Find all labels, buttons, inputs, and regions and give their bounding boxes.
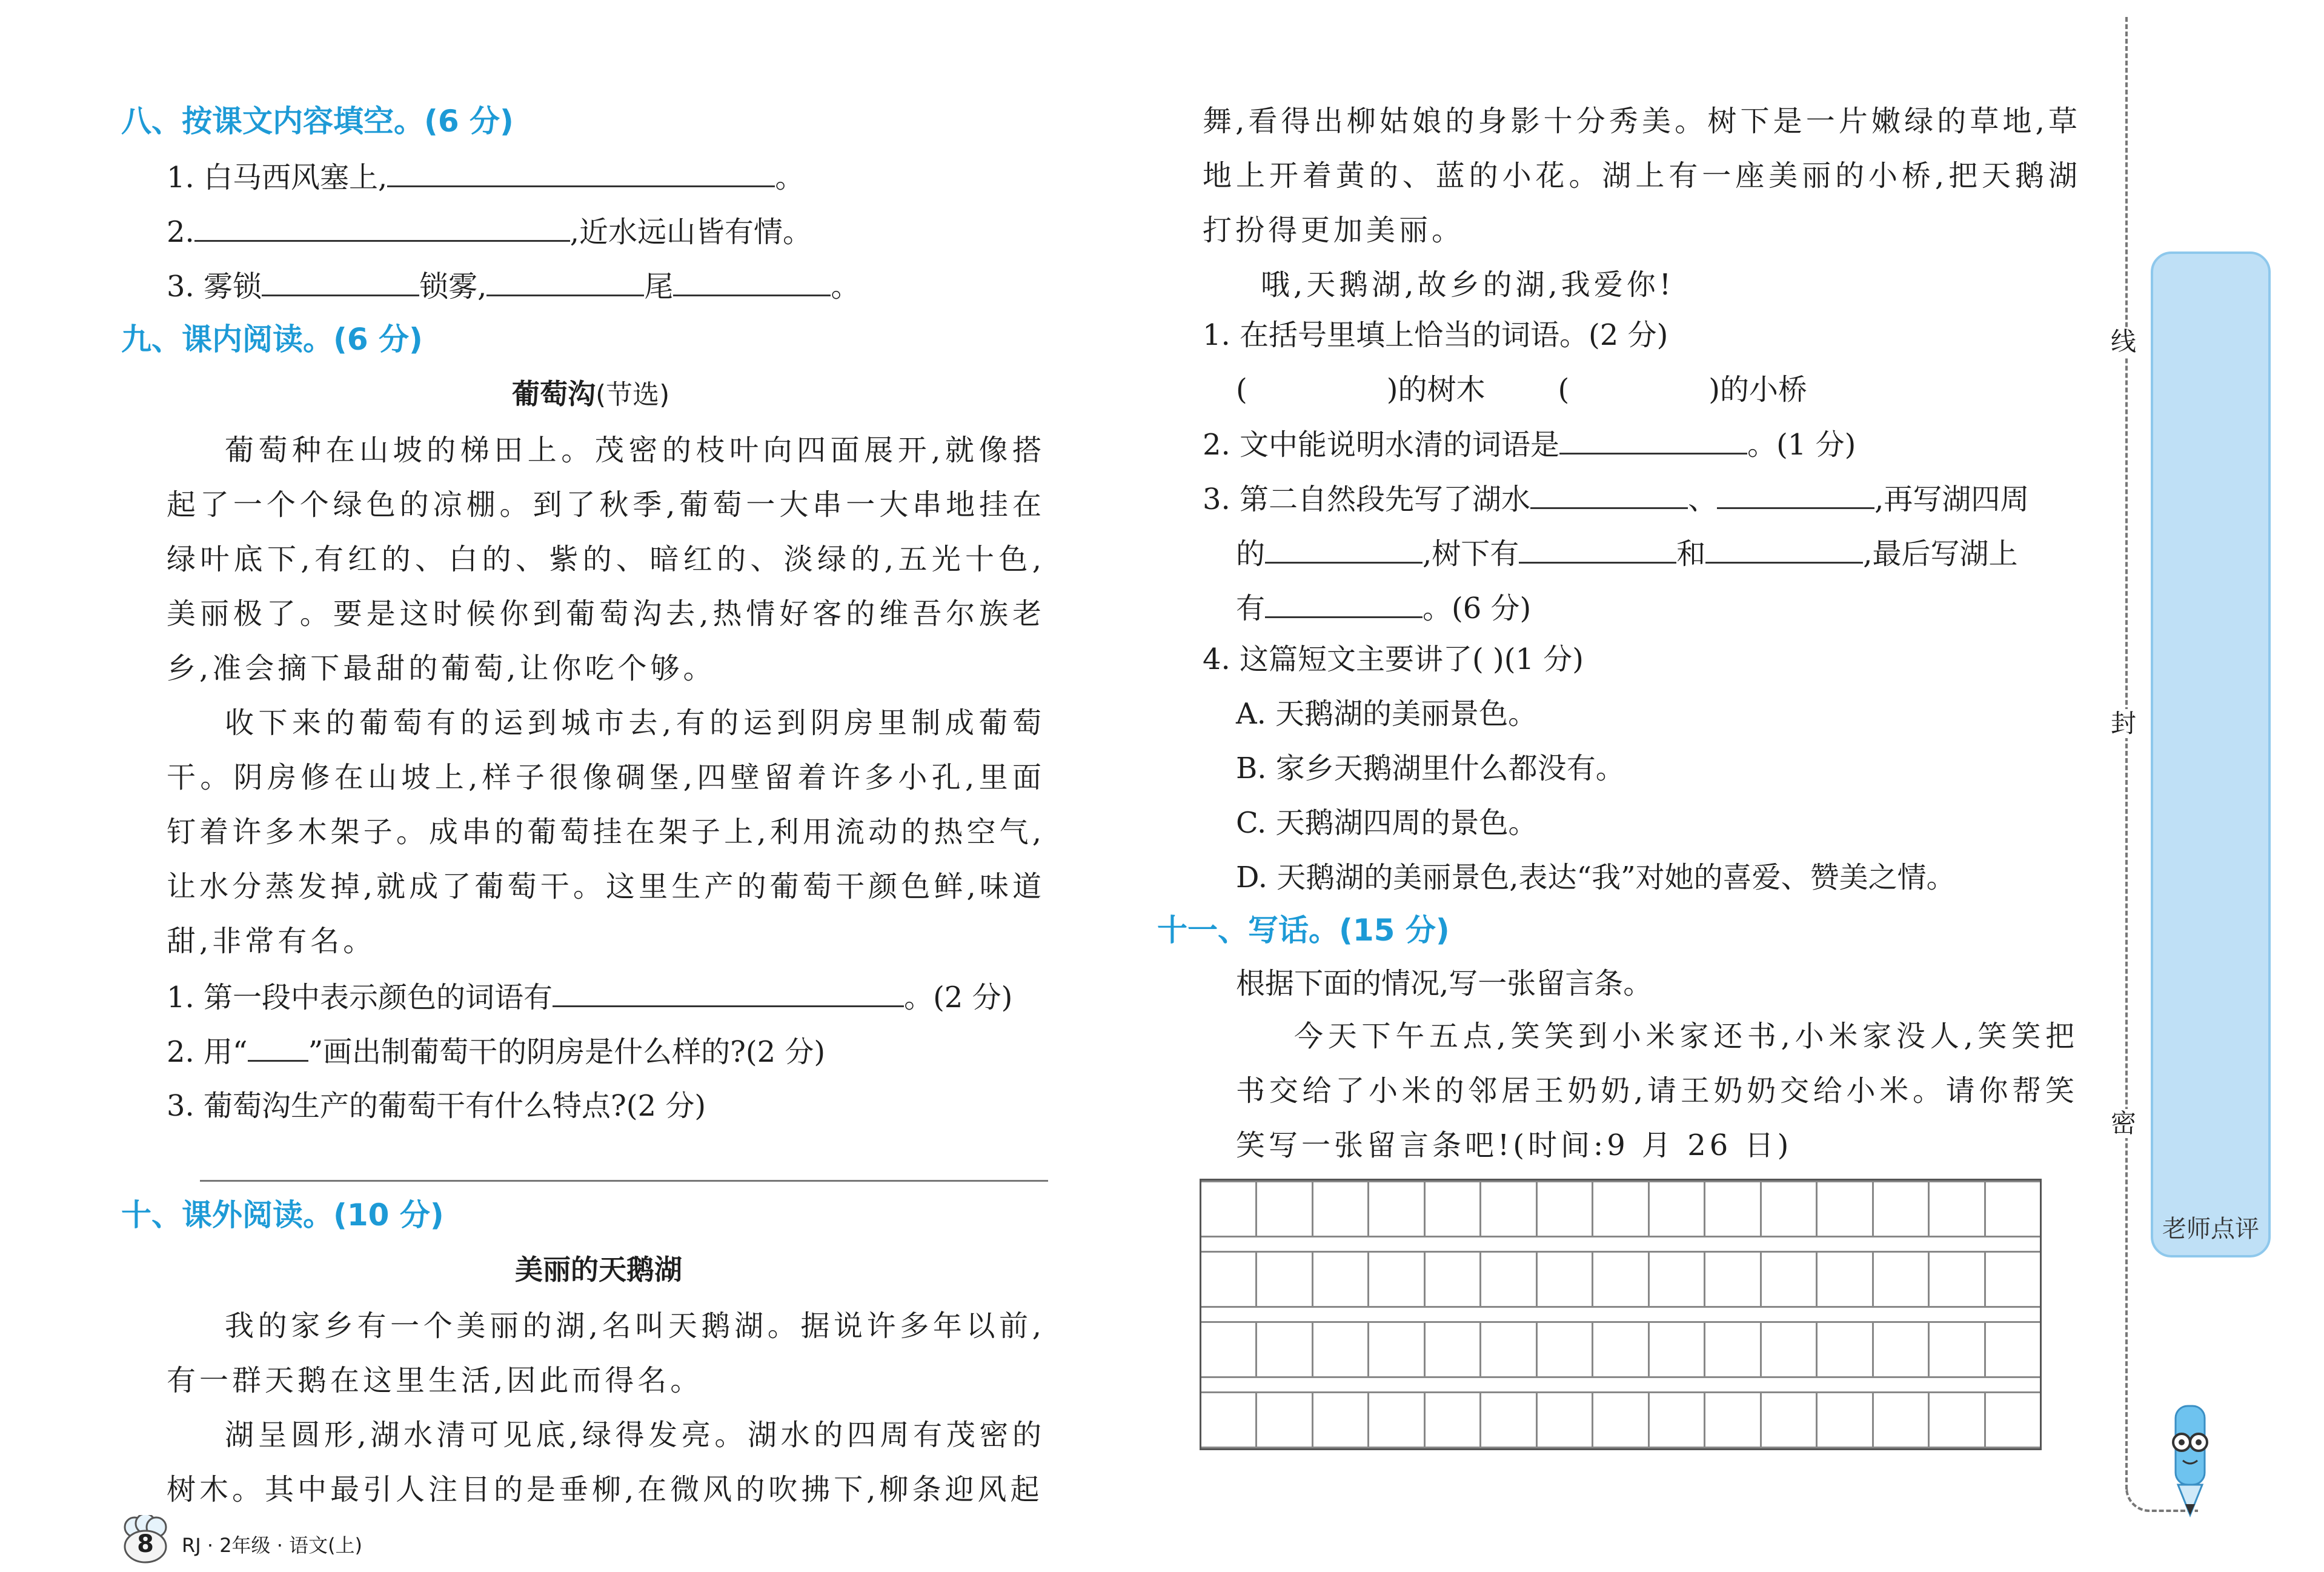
s10-question-3-line-3 (1236, 590, 1531, 627)
answer-blank[interactable] (553, 979, 904, 1007)
passage-paragraph: 哦,天鹅湖,故乡的湖,我爱你! (1261, 268, 1675, 302)
binding-char-secret: 密 (2111, 1108, 2137, 1138)
writing-grid-cell[interactable] (1930, 1323, 1985, 1376)
writing-grid-cell[interactable] (1481, 1323, 1537, 1376)
passage-paragraph: 湖呈圆形,湖水清可见底,绿得发亮。湖水的四周有茂密的树木。其中最引人注目的是垂柳,在微风的吹拂下,柳条迎风起 (167, 1418, 1045, 1507)
writing-grid-cell[interactable] (1426, 1393, 1481, 1447)
writing-grid-cell[interactable] (1930, 1253, 1985, 1306)
s9-question-1 (167, 979, 1012, 1016)
s10-q3-score: 。(6 分) (1423, 591, 1532, 625)
writing-grid-cell[interactable] (1201, 1393, 1257, 1447)
option-c[interactable]: C. 天鹅湖四周的景色。 (1236, 806, 1538, 840)
writing-grid-cell[interactable] (1650, 1393, 1705, 1447)
writing-instruction: 根据下面的情况,写一张留言条。 (1236, 967, 1653, 1001)
s8-q2-text: ,近水远山皆有情。 (569, 215, 812, 249)
s8-q1-text: 1. 白马西风塞上, (167, 161, 388, 195)
writing-grid-cell[interactable] (1257, 1253, 1313, 1306)
writing-grid-cell[interactable] (1538, 1393, 1593, 1447)
writing-grid-cell[interactable] (1986, 1253, 2040, 1306)
s10-q3-has: 有 (1236, 591, 1266, 625)
answer-blank[interactable] (1530, 481, 1688, 509)
answer-blank[interactable] (1559, 426, 1747, 455)
writing-grid-cell[interactable] (1593, 1393, 1649, 1447)
answer-blank[interactable] (1519, 535, 1676, 564)
writing-grid-cell[interactable] (1705, 1393, 1761, 1447)
writing-grid-cell[interactable] (1313, 1323, 1369, 1376)
option-b[interactable]: B. 家乡天鹅湖里什么都没有。 (1236, 751, 1625, 785)
writing-grid-cell[interactable] (1705, 1253, 1761, 1306)
answer-blank[interactable] (387, 159, 775, 187)
answer-blank[interactable] (1717, 481, 1874, 509)
answer-blank[interactable] (194, 213, 570, 242)
writing-grid-cell[interactable] (1538, 1253, 1593, 1306)
answer-blank[interactable] (673, 268, 831, 296)
writing-grid-cell[interactable] (1538, 1323, 1593, 1376)
pencil-mascot-icon (2154, 1400, 2226, 1521)
writing-grid-cell[interactable] (1201, 1323, 1257, 1376)
s9-q2-b: ”画出制葡萄干的阴房是什么样的?(2 分) (308, 1035, 826, 1069)
answer-blank[interactable] (1265, 535, 1423, 564)
underline-sample (248, 1033, 308, 1062)
writing-grid-cell[interactable] (1986, 1393, 2040, 1447)
section-divider (200, 1180, 1048, 1182)
passage-paragraph: 我的家乡有一个美丽的湖,名叫天鹅湖。据说许多年以前,有一群天鹅在这里生活,因此而得名。 (167, 1309, 1045, 1397)
page-number: 8 (137, 1530, 154, 1558)
passage-paragraph: 收下来的葡萄有的运到城市去,有的运到阴房里制成葡萄干。阴房修在山坡上,样子很像碉堡,四壁留着许多小孔,里面钉着许多木架子。成串的葡萄挂在架子上,利用流动的热空气,让水分蒸发掉,就成了葡萄干。这里生产的葡萄干颜色鲜,味道甜,非常有名。 (167, 706, 1045, 958)
book-info: RJ · 2年级 · 语文(上) (182, 1534, 363, 1557)
writing-grid-cell[interactable] (1762, 1182, 1818, 1236)
s10-q3-last: ,最后写湖上 (1863, 537, 2018, 571)
writing-grid-cell[interactable] (1874, 1182, 1930, 1236)
teacher-comment-panel[interactable] (2151, 251, 2271, 1257)
s8-q3-c: 尾 (644, 270, 674, 304)
writing-grid[interactable] (1200, 1179, 2042, 1450)
s10-q3-sep: 、 (1688, 482, 1718, 516)
binding-char-seal: 封 (2111, 708, 2137, 738)
section-10-heading: 十、课外阅读。(10 分) (121, 1197, 444, 1233)
s10-q3-under: ,树下有 (1423, 537, 1519, 571)
writing-grid-cell[interactable] (1313, 1393, 1369, 1447)
writing-grid-cell[interactable] (1705, 1182, 1761, 1236)
passage-title-grape-valley (512, 376, 669, 413)
s10-question-4: 4. 这篇短文主要讲了( )(1 分) (1203, 642, 1584, 676)
answer-blank[interactable] (1265, 590, 1423, 618)
writing-grid-cell[interactable] (1930, 1393, 1985, 1447)
writing-grid-cell[interactable] (1426, 1182, 1481, 1236)
writing-grid-cell[interactable] (1426, 1253, 1481, 1306)
writing-grid-cell[interactable] (1818, 1323, 1873, 1376)
s8-question-3 (167, 268, 860, 305)
writing-grid-cell[interactable] (1874, 1323, 1930, 1376)
writing-grid-cell[interactable] (1874, 1253, 1930, 1306)
s9-question-2 (167, 1033, 825, 1070)
s10-question-1-blanks (1236, 371, 1807, 408)
section-9-heading: 九、课内阅读。(6 分) (121, 322, 423, 357)
s9-q1-score: 。(2 分) (904, 981, 1013, 1014)
section-11-heading: 十一、写话。(15 分) (1157, 913, 1450, 948)
option-d[interactable]: D. 天鹅湖的美丽景色,表达“我”对她的喜爱、赞美之情。 (1236, 861, 1956, 894)
s8-q2-num: 2. (167, 215, 194, 249)
writing-grid-cell[interactable] (1426, 1323, 1481, 1376)
s10-q2-text: 2. 文中能说明水清的词语是 (1203, 428, 1560, 462)
writing-grid-cell[interactable] (1593, 1253, 1649, 1306)
writing-grid-row (1201, 1391, 2040, 1448)
s10-q3-text: 3. 第二自然段先写了湖水 (1203, 482, 1531, 516)
passage-title-text: 葡萄沟 (512, 378, 596, 410)
writing-grid-cell[interactable] (1257, 1393, 1313, 1447)
passage-title-note: (节选) (596, 379, 670, 410)
s10-question-2 (1203, 426, 1856, 463)
writing-grid-cell[interactable] (1986, 1182, 2040, 1236)
writing-grid-cell[interactable] (1257, 1182, 1313, 1236)
writing-grid-cell[interactable] (1762, 1323, 1818, 1376)
s8-question-2 (167, 213, 812, 250)
writing-grid-cell[interactable] (1369, 1253, 1425, 1306)
writing-grid-cell[interactable] (1650, 1323, 1705, 1376)
q1-second-phrase: )的小桥 (1708, 373, 1807, 407)
writing-prompt (1236, 1009, 2078, 1173)
s10-question-1: 1. 在括号里填上恰当的词语。(2 分) (1203, 318, 1668, 352)
q1-first-phrase: )的树木 (1386, 373, 1486, 407)
writing-grid-cell[interactable] (1481, 1393, 1537, 1447)
writing-grid-cell[interactable] (1930, 1182, 1985, 1236)
writing-grid-cell[interactable] (1874, 1393, 1930, 1447)
writing-grid-cell[interactable] (1593, 1182, 1649, 1236)
s8-question-1 (167, 159, 804, 196)
writing-grid-cell[interactable] (1818, 1182, 1873, 1236)
answer-blank[interactable] (486, 268, 644, 296)
writing-grid-row (1201, 1321, 2040, 1378)
writing-grid-cell[interactable] (1705, 1323, 1761, 1376)
s10-q3-and: 和 (1676, 537, 1706, 571)
answer-blank[interactable] (262, 268, 419, 296)
writing-prompt-text: 今天下午五点,笑笑到小米家还书,小米家没人,笑笑把书交给了小米的邻居王奶奶,请王奶奶交给小米。请你帮笑笑写一张留言条吧!(时间:9 月 26 日) (1236, 1019, 2078, 1162)
s8-q3-a: 3. 雾锁 (167, 270, 262, 304)
s8-q3-b: 锁雾, (419, 270, 487, 304)
section-8-heading: 八、按课文内容填空。(6 分) (121, 104, 514, 139)
writing-grid-cell[interactable] (1369, 1182, 1425, 1236)
writing-grid-cell[interactable] (1538, 1182, 1593, 1236)
binding-dashed-line (2125, 17, 2128, 1490)
writing-grid-cell[interactable] (1593, 1323, 1649, 1376)
writing-grid-cell[interactable] (1257, 1323, 1313, 1376)
writing-grid-cell[interactable] (1762, 1393, 1818, 1447)
writing-grid-cell[interactable] (1201, 1253, 1257, 1306)
passage-swan-lake (167, 1299, 1045, 1517)
writing-grid-cell[interactable] (1313, 1253, 1369, 1306)
s10-q3-of: 的 (1236, 537, 1266, 571)
paren-open: ( (1558, 373, 1570, 407)
option-a[interactable]: A. 天鹅湖的美丽景色。 (1236, 697, 1538, 731)
s8-q1-end: 。 (775, 161, 805, 195)
writing-grid-cell[interactable] (1369, 1323, 1425, 1376)
passage-grape-valley (167, 423, 1045, 968)
writing-grid-cell[interactable] (1650, 1253, 1705, 1306)
s10-q3-then: ,再写湖四周 (1874, 482, 2030, 516)
s10-question-3-line-2 (1236, 535, 2018, 572)
writing-grid-cell[interactable] (1313, 1182, 1369, 1236)
writing-grid-cell[interactable] (1818, 1253, 1873, 1306)
answer-blank[interactable] (1705, 535, 1863, 564)
s8-q3-d: 。 (831, 270, 860, 304)
writing-grid-cell[interactable] (1481, 1253, 1537, 1306)
writing-grid-cell[interactable] (1762, 1253, 1818, 1306)
teacher-comment-label: 老师点评 (2162, 1215, 2259, 1243)
writing-grid-cell[interactable] (1481, 1182, 1537, 1236)
writing-grid-cell[interactable] (1650, 1182, 1705, 1236)
writing-grid-cell[interactable] (1818, 1393, 1873, 1447)
writing-grid-cell[interactable] (1369, 1393, 1425, 1447)
writing-grid-cell[interactable] (1986, 1323, 2040, 1376)
passage-title-swan-lake: 美丽的天鹅湖 (515, 1253, 682, 1286)
passage-swan-lake-continued (1203, 94, 2081, 312)
writing-grid-row (1201, 1251, 2040, 1308)
writing-grid-cell[interactable] (1201, 1182, 1257, 1236)
passage-paragraph: 葡萄种在山坡的梯田上。茂密的枝叶向四面展开,就像搭起了一个个绿色的凉棚。到了秋季,葡萄一大串一大串地挂在绿叶底下,有红的、白的、紫的、暗红的、淡绿的,五光十色,美丽极了。要是这时候你到葡萄沟去,热情好客的维吾尔族老乡,准会摘下最甜的葡萄,让你吃个够。 (167, 433, 1045, 685)
s9-q1-text: 1. 第一段中表示颜色的词语有 (167, 981, 553, 1014)
s9-q2-a: 2. 用“ (167, 1035, 248, 1069)
s9-question-3: 3. 葡萄沟生产的葡萄干有什么特点?(2 分) (167, 1089, 706, 1123)
binding-char-line: 线 (2111, 327, 2137, 356)
s10-q2-score: 。(1 分) (1747, 428, 1856, 462)
writing-grid-row (1201, 1181, 2040, 1237)
s10-question-3-line-1 (1203, 481, 2029, 518)
paren-open: ( (1236, 373, 1247, 407)
passage-continuation: 舞,看得出柳姑娘的身影十分秀美。树下是一片嫩绿的草地,草地上开着黄的、蓝的小花。湖上有一座美丽的小桥,把天鹅湖打扮得更加美丽。 (1203, 104, 2081, 247)
